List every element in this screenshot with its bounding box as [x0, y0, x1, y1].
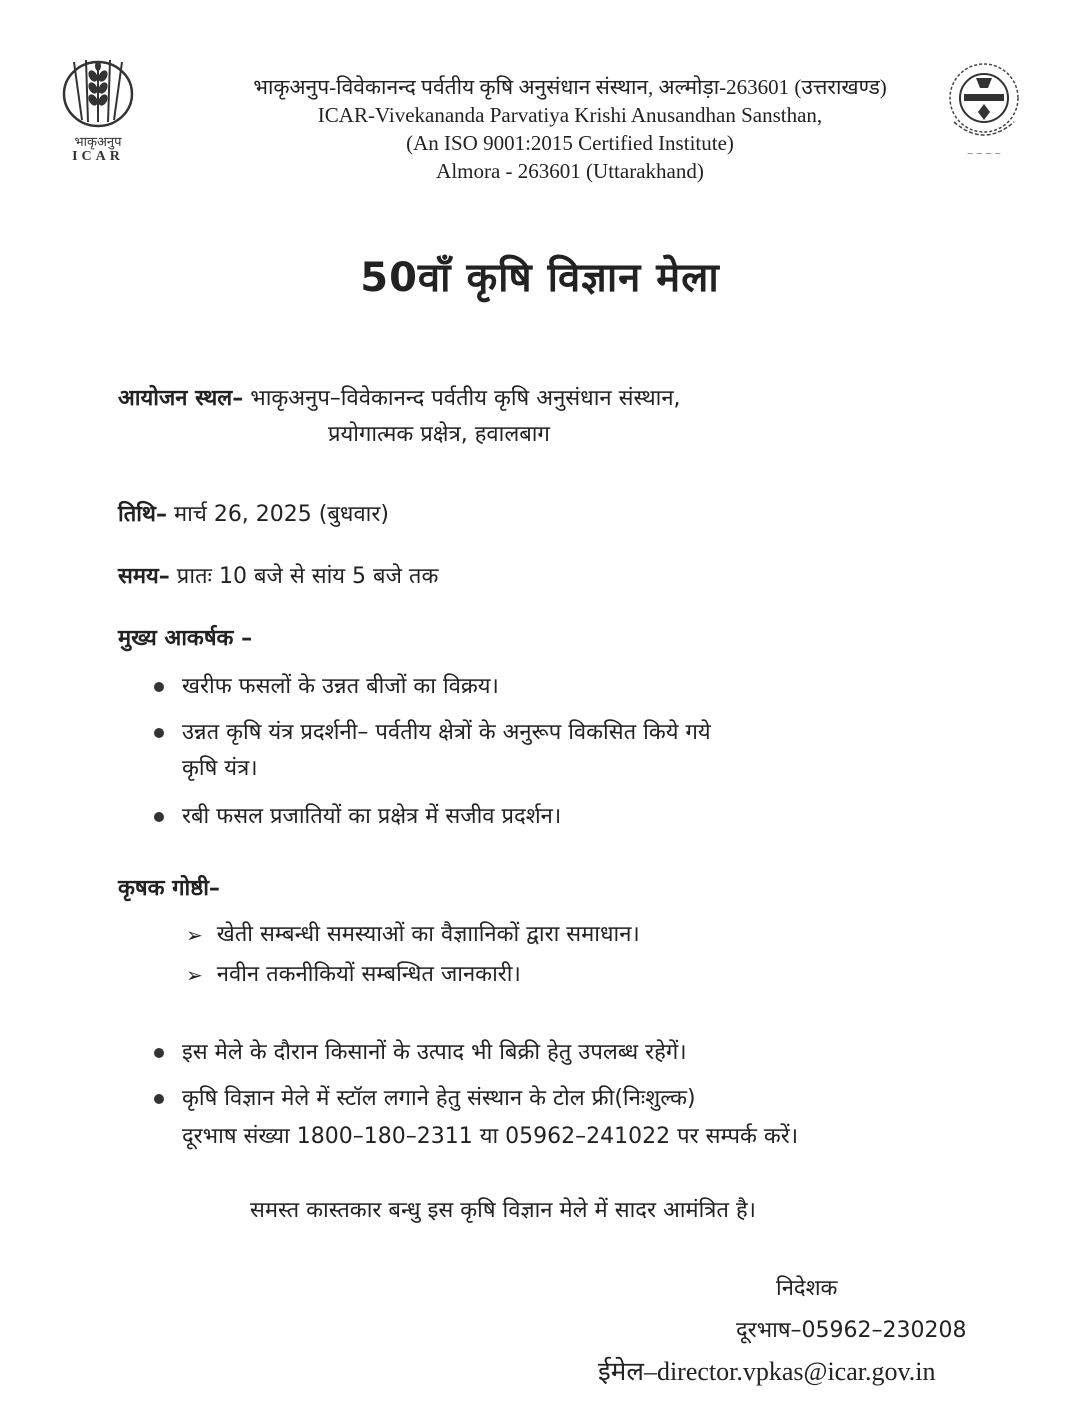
logo-left-hindi: भाकृअनुप: [74, 135, 122, 150]
date-label: तिथि–: [118, 502, 167, 527]
signature-email: ईमेल–director.vpkas@icar.gov.in: [598, 1357, 936, 1386]
time-value: प्रातः 10 बजे से सांय 5 बजे तक: [176, 564, 439, 589]
bullet-icon: [154, 682, 164, 692]
date-block: [118, 498, 1018, 532]
header-location: Almora - 263601 (Uttarakhand): [436, 159, 704, 183]
list-item: ➢ खेती सम्बन्धी समस्याओं का वैज्ञाानिकों द्वारा समाधान।: [186, 918, 1026, 952]
icar-logo: [52, 56, 144, 164]
arrow-bullet-icon: ➢: [186, 963, 203, 987]
header-english-name: ICAR-Vivekananda Parvatiya Krishi Anusandhan Sansthan,: [317, 103, 823, 127]
time-label: समय–: [118, 564, 170, 589]
list-item: खरीफ फसलों के उन्नत बीजों का विक्रय।: [154, 670, 1034, 704]
attractions-heading: मुख्य आकर्षक –: [118, 626, 253, 651]
arrow-bullet-icon: ➢: [186, 923, 203, 947]
venue-line-1: भाकृअनुप–विवेकानन्द पर्वतीय कृषि अनुसंधान संस्थान,: [250, 386, 681, 411]
header-hindi: भाकृअनुप-विवेकानन्द पर्वतीय कृषि अनुसंधान संस्थान, अल्मोड़ा-263601 (उत्तराखण्ड): [253, 75, 887, 99]
icar-wheat-logo-icon: [52, 56, 144, 132]
logo-left-abbr: ICAR: [72, 149, 124, 164]
venue-block: [118, 382, 1018, 416]
header-iso: (An ISO 9001:2015 Certified Institute): [406, 131, 734, 155]
time-block: [118, 560, 1018, 594]
list-item: उन्नत कृषि यंत्र प्रदर्शनी– पर्वतीय क्षेत्रों के अनुरूप विकसित किये गये: [154, 716, 1034, 750]
seminar-heading: कृषक गोष्ठी–: [118, 876, 220, 901]
list-item: कृषि विज्ञान मेले में स्टॉल लगाने हेतु संस्थान के टोल फ्री(निःशुल्क): [154, 1082, 1034, 1116]
bullet-icon: [154, 728, 164, 738]
page-title: 50वाँ कृषि विज्ञान मेला: [360, 255, 720, 301]
date-value: मार्च 26, 2025 (बुधवार): [174, 502, 389, 527]
list-item-continuation: कृषि यंत्र।: [182, 756, 258, 781]
invitation-text: समस्त कास्तकार बन्धु इस कृषि विज्ञान मेले में सादर आमंत्रित है।: [250, 1198, 756, 1223]
institute-emblem: [940, 52, 1028, 162]
list-item: रबी फसल प्रजातियों का प्रक्षेत्र में सजीव प्रदर्शन।: [154, 800, 1034, 834]
venue-label: आयोजन स्थल–: [118, 386, 244, 411]
bullet-icon: [154, 1048, 164, 1058]
signature-title: निदेशक: [776, 1276, 838, 1301]
signature-phone: दूरभाष–05962–230208: [736, 1318, 967, 1343]
venue-line-2: प्रयोगात्मक प्रक्षेत्र, हवालबाग: [328, 422, 550, 447]
svg-text:~ ~ ~ ~: ~ ~ ~ ~: [966, 149, 1002, 158]
list-item-continuation: दूरभाष संख्या 1800–180–2311 या 05962–241022 पर सम्पर्क करें।: [182, 1124, 799, 1149]
bullet-icon: [154, 1094, 164, 1104]
institute-emblem-icon: [940, 52, 1028, 162]
list-item: इस मेले के दौरान किसानों के उत्पाद भी बिक्री हेतु उपलब्ध रहेगें।: [154, 1036, 1034, 1070]
list-item: ➢ नवीन तकनीकियों सम्बन्धित जानकारी।: [186, 958, 1026, 992]
bullet-icon: [154, 812, 164, 822]
